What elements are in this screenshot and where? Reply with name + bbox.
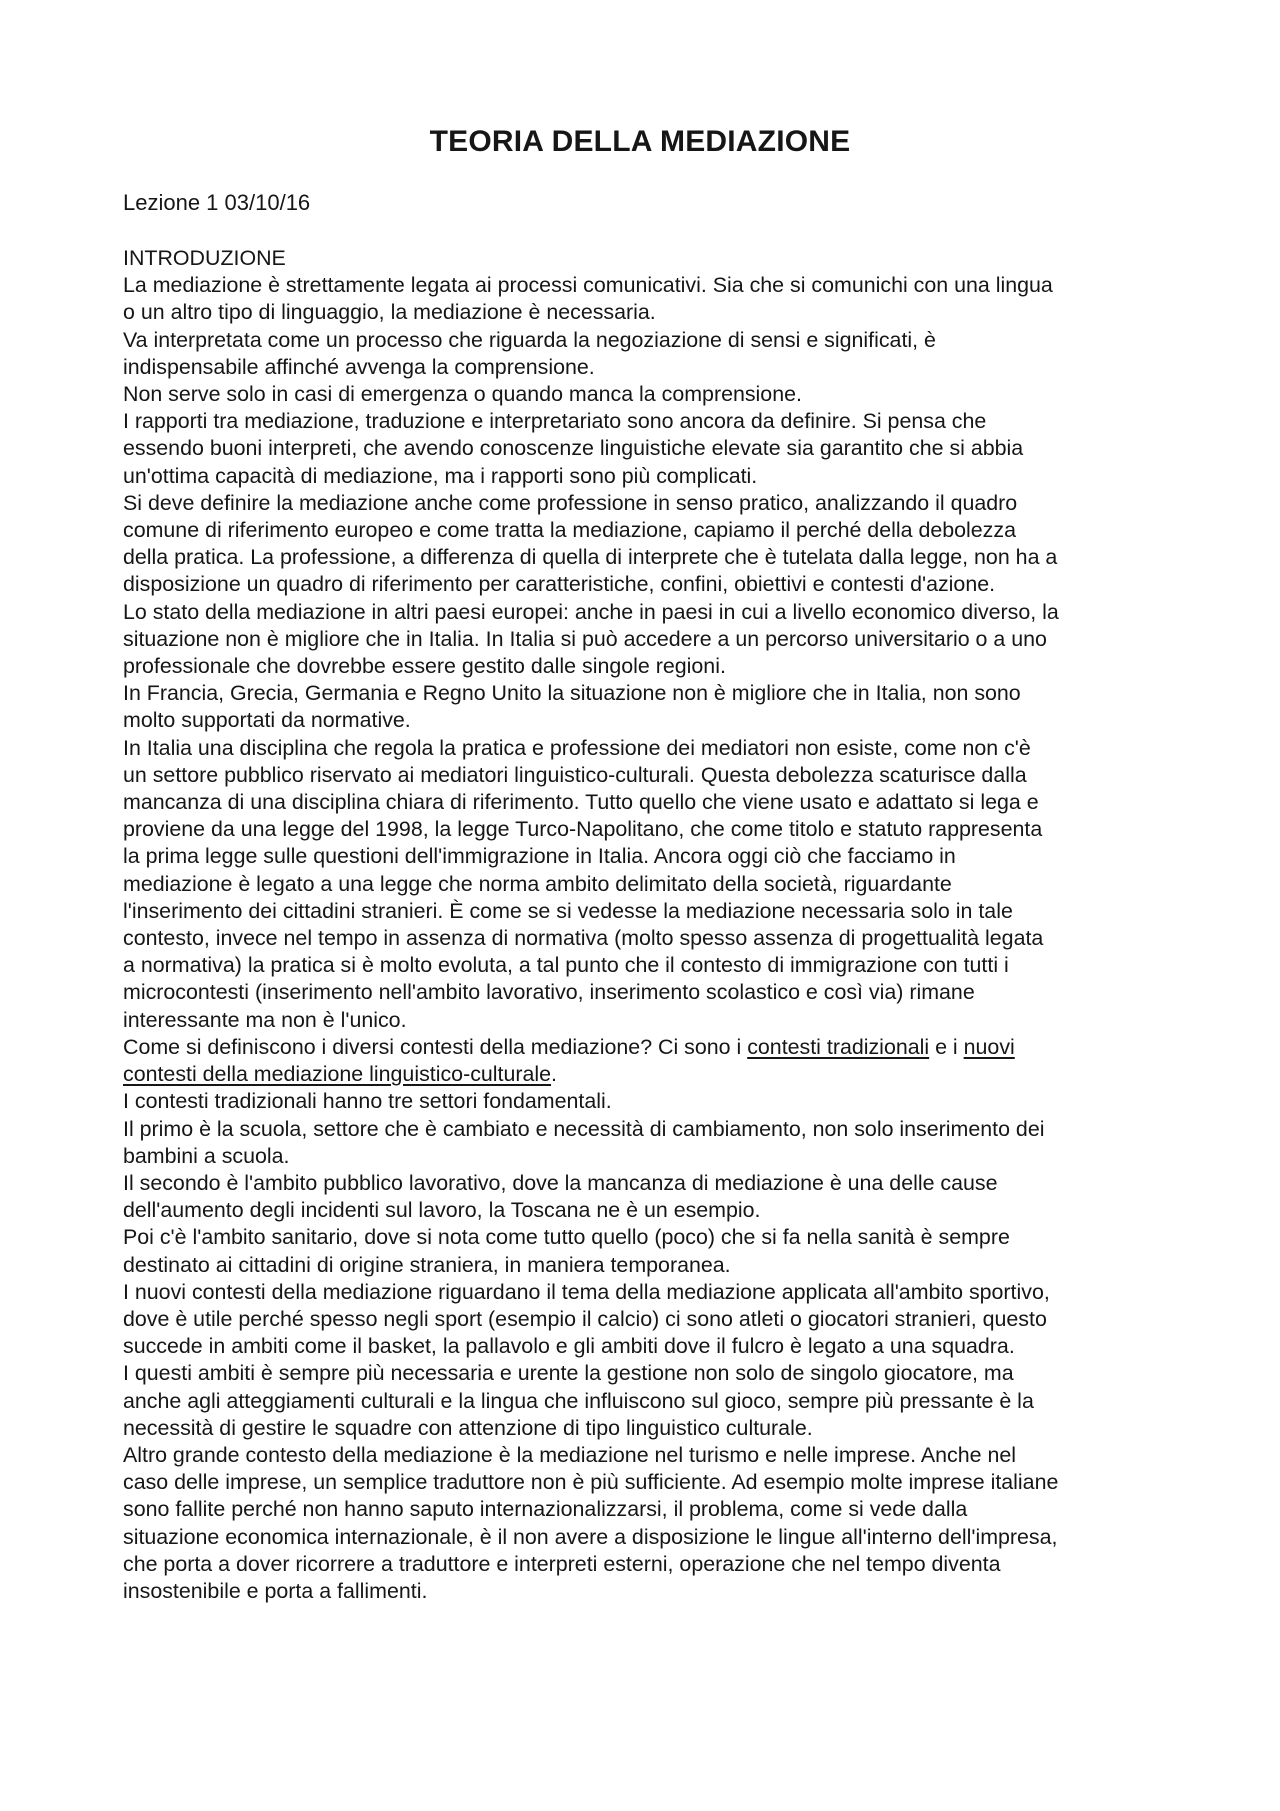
text-line: anche agli atteggiamenti culturali e la lingua che influiscono sul gioco, sempre più pressante è la xyxy=(123,1388,1034,1413)
text-line: succede in ambiti come il basket, la pallavolo e gli ambiti dove il fulcro è legato a una squadra. xyxy=(123,1334,1015,1359)
text-line: mediazione è legato a una legge che norma ambito delimitato della società, riguardante xyxy=(123,871,952,896)
text-line: In Francia, Grecia, Germania e Regno Unito la situazione non è migliore che in Italia, non sono xyxy=(123,681,1021,706)
text-line: Poi c'è l'ambito sanitario, dove si nota come tutto quello (poco) che si fa nella sanità è sempre xyxy=(123,1225,1010,1250)
text-line: I rapporti tra mediazione, traduzione e interpretariato sono ancora da definire. Si pensa che xyxy=(123,409,987,434)
text-line: I questi ambiti è sempre più necessaria e urente la gestione non solo de singolo giocatore, ma xyxy=(123,1361,1014,1386)
text-line: proviene da una legge del 1998, la legge Turco-Napolitano, che come titolo e statuto rappresenta xyxy=(123,817,1043,842)
text-line: La mediazione è strettamente legata ai processi comunicativi. Sia che si comunichi con una lingua xyxy=(123,273,1053,298)
text-line: dove è utile perché spesso negli sport (esempio il calcio) ci sono atleti o giocatori stranieri, questo xyxy=(123,1306,1047,1331)
contexts-suffix: . xyxy=(551,1062,557,1087)
text-line: mancanza di una disciplina chiara di riferimento. Tutto quello che viene usato e adattato si lega e xyxy=(123,790,1039,815)
text-line: essendo buoni interpreti, che avendo conoscenze linguistiche elevate sia garantito che si abbia xyxy=(123,436,1024,461)
section-heading: INTRODUZIONE xyxy=(123,246,286,270)
text-line: sono fallite perché non hanno saputo internazionalizzarsi, il problema, come si vede dalla xyxy=(123,1497,968,1522)
text-line: che porta a dover ricorrere a traduttore e interpreti esterni, operazione che nel tempo diventa xyxy=(123,1551,1001,1576)
new-contexts-link-end[interactable]: contesti della mediazione linguistico-culturale xyxy=(123,1062,552,1087)
text-line: Lo stato della mediazione in altri paesi europei: anche in paesi in cui a livello economico diverso, la xyxy=(123,599,1059,624)
text-line: interessante ma non è l'unico. xyxy=(123,1007,407,1032)
text-line: della pratica. La professione, a differenza di quella di interprete che è tutelata dalla legge, non ha a xyxy=(123,545,1058,570)
text-line: o un altro tipo di linguaggio, la mediazione è necessaria. xyxy=(123,300,656,325)
text-line: bambini a scuola. xyxy=(123,1143,290,1168)
document-body xyxy=(123,245,1173,1605)
text-line: situazione economica internazionale, è il non avere a disposizione le lingue all'interno dell'impresa, xyxy=(123,1524,1058,1549)
text-line: dell'aumento degli incidenti sul lavoro, la Toscana ne è un esempio. xyxy=(123,1198,761,1223)
text-line: I contesti tradizionali hanno tre settori fondamentali. xyxy=(123,1089,612,1114)
text-line: un settore pubblico riservato ai mediatori linguistico-culturali. Questa debolezza scaturisce dalla xyxy=(123,762,1027,787)
text-line: comune di riferimento europeo e come tratta la mediazione, capiamo il perché della debolezza xyxy=(123,518,1016,543)
new-contexts-link-start[interactable]: nuovi xyxy=(963,1034,1015,1059)
text-line: microcontesti (inserimento nell'ambito lavorativo, inserimento scolastico e così via) rimane xyxy=(123,980,975,1005)
text-line: destinato ai cittadini di origine straniera, in maniera temporanea. xyxy=(123,1252,731,1277)
text-line: necessità di gestire le squadre con attenzione di tipo linguistico culturale. xyxy=(123,1415,813,1440)
text-line: la prima legge sulle questioni dell'immigrazione in Italia. Ancora oggi ciò che facciamo in xyxy=(123,844,956,869)
contexts-middle: e i xyxy=(929,1034,964,1059)
text-line: insostenibile e porta a fallimenti. xyxy=(123,1578,428,1603)
contexts-line-continued xyxy=(123,1061,1173,1088)
text-line: contesto, invece nel tempo in assenza di normativa (molto spesso assenza di progettualità legata xyxy=(123,926,1044,951)
traditional-contexts-link[interactable]: contesti tradizionali xyxy=(747,1034,930,1059)
text-line: Il primo è la scuola, settore che è cambiato e necessità di cambiamento, non solo inserimento dei xyxy=(123,1116,1045,1141)
contexts-prefix: Come si definiscono i diversi contesti della mediazione? Ci sono i xyxy=(123,1034,748,1059)
text-line: In Italia una disciplina che regola la pratica e professione dei mediatori non esiste, come non c'è xyxy=(123,735,1031,760)
text-line: disposizione un quadro di riferimento per caratteristiche, confini, obiettivi e contesti d'azione. xyxy=(123,572,996,597)
text-line: a normativa) la pratica si è molto evoluta, a tal punto che il contesto di immigrazione con tutti i xyxy=(123,953,1009,978)
text-line: I nuovi contesti della mediazione riguardano il tema della mediazione applicata all'ambito sportivo, xyxy=(123,1279,1050,1304)
contexts-line xyxy=(123,1034,1173,1061)
document-title: TEORIA DELLA MEDIAZIONE xyxy=(429,125,851,158)
text-line: Va interpretata come un processo che riguarda la negoziazione di sensi e significati, è xyxy=(123,327,936,352)
lesson-date: Lezione 1 03/10/16 xyxy=(123,190,311,215)
text-line: Non serve solo in casi di emergenza o quando manca la comprensione. xyxy=(123,382,802,407)
text-line: situazione non è migliore che in Italia. In Italia si può accedere a un percorso universitario o a uno xyxy=(123,626,1047,651)
text-line: Altro grande contesto della mediazione è la mediazione nel turismo e nelle imprese. Anche nel xyxy=(123,1442,1016,1467)
text-line: l'inserimento dei cittadini stranieri. È come se si vedesse la mediazione necessaria solo in tale xyxy=(123,898,1013,923)
text-line: molto supportati da normative. xyxy=(123,708,411,733)
text-line: un'ottima capacità di mediazione, ma i rapporti sono più complicati. xyxy=(123,463,758,488)
text-line: Si deve definire la mediazione anche come professione in senso pratico, analizzando il quadro xyxy=(123,490,1018,515)
text-line: indispensabile affinché avvenga la comprensione. xyxy=(123,354,595,379)
text-line: Il secondo è l'ambito pubblico lavorativo, dove la mancanza di mediazione è una delle cause xyxy=(123,1170,998,1195)
text-line: caso delle imprese, un semplice traduttore non è più sufficiente. Ad esempio molte imprese italiane xyxy=(123,1470,1059,1495)
text-line: professionale che dovrebbe essere gestito dalle singole regioni. xyxy=(123,654,726,679)
